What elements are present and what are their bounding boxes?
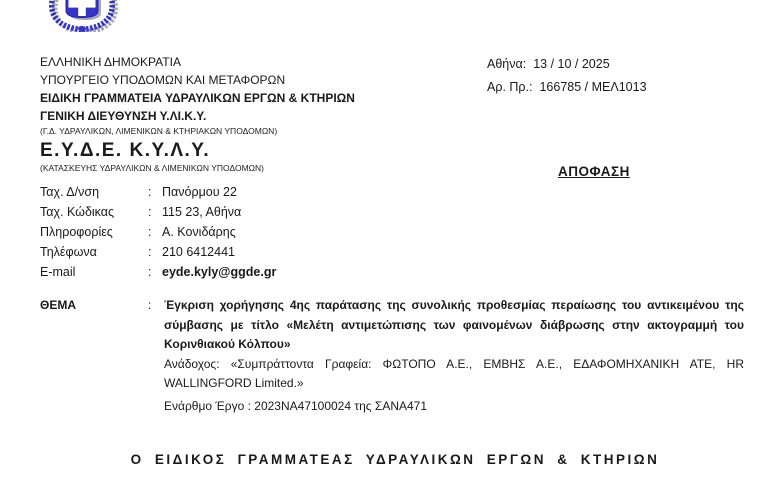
protocol-value: 166785 / ΜΕΛ1013 [539,80,647,94]
subject-body [164,296,744,416]
secretariat-line: ΕΙΔΙΚΗ ΓΡΑΜΜΑΤΕΙΑ ΥΔΡΑΥΛΙΚΩΝ ΕΡΓΩΝ & ΚΤΗΡΙΩΝ [40,91,355,105]
colon-separator: : [148,298,152,312]
republic-line: ΕΛΛΗΝΙΚΗ ΔΗΜΟΚΡΑΤΙΑ [40,55,181,69]
subject-title: Έγκριση χορήγησης 4ης παράτασης της συνολικής προθεσμίας περαίωσης του αντικειμένου της σύμβασης με τίτλο «Μελέτη αντιμετώπισης των φαινομένων διάβρωσης στην ακτογραμμή του Κορινθιακού Κόλπου» [164,298,744,351]
colon-separator: : [148,205,152,219]
greek-coat-of-arms-icon [42,0,122,32]
contact-value: 115 23, Αθήνα [162,205,242,219]
contact-row-email [40,262,276,282]
agency-header [40,53,355,174]
contact-row-address [40,182,276,202]
contact-row-information [40,222,276,242]
subject-project-number: Ενάρθμο Έργο : 2023NA47100024 της ΣΑΝΑ471 [164,398,428,413]
protocol-label: Αρ. Πρ.: [487,80,533,94]
contact-info [40,182,276,282]
decision-heading: ΑΠΟΦΑΣΗ [558,164,630,179]
contact-label: E-mail [40,265,76,279]
directorate-sub-line: (Γ.Δ. ΥΔΡΑΥΛΙΚΩΝ, ΛΙΜΕΝΙΚΩΝ & ΚΤΗΡΙΑΚΩΝ ΥΠΟΔΟΜΩΝ) [40,126,278,136]
ministry-line: ΥΠΟΥΡΓΕΙΟ ΥΠΟΔΟΜΩΝ ΚΑΙ ΜΕΤΑΦΟΡΩΝ [40,73,286,87]
colon-separator: : [148,185,152,199]
protocol-row [487,76,647,99]
date-protocol-block [487,53,647,99]
subject-contractor: Ανάδοχος: «Συμπράττοντα Γραφεία: ΦΩΤΟΠΟ Α.Ε., ΕΜΒΗΣ Α.Ε., ΕΔΑΦΟΜΗΧΑΝΙΚΗ ΑΤΕ, HR WALLINGFORD Limited.» [164,356,744,390]
subject-block [40,296,744,416]
contact-email-value: eyde.kyly@ggde.gr [162,265,277,279]
date-row [487,53,647,76]
contact-label: Πληροφορίες [40,225,113,239]
contact-label: Ταχ. Δ/νση [40,185,100,199]
contact-value: 210 6412441 [162,245,235,259]
contact-row-telephone [40,242,276,262]
colon-separator: : [148,225,152,239]
date-label: Αθήνα: [487,57,527,71]
agency-title: Ε.Υ.Δ.Ε. Κ.Υ.Λ.Υ. [40,140,211,161]
contact-value: Πανόρμου 22 [162,185,237,199]
contact-label: Ταχ. Κώδικας [40,205,115,219]
agency-sub-line: (ΚΑΤΑΣΚΕΥΗΣ ΥΔΡΑΥΛΙΚΩΝ & ΛΙΜΕΝΙΚΩΝ ΥΠΟΔΟΜΩΝ) [40,163,265,173]
contact-label: Τηλέφωνα [40,245,97,259]
directorate-line: ΓΕΝΙΚΗ ΔΙΕΥΘΥΝΣΗ Υ.ΛΙ.Κ.Υ. [40,109,207,123]
colon-separator: : [148,265,152,279]
date-value: 13 / 10 / 2025 [533,57,610,71]
contact-value: Α. Κονιδάρης [162,225,236,239]
subject-label: ΘΕΜΑ [40,298,76,312]
signatory-title: Ο ΕΙΔΙΚΟΣ ΓΡΑΜΜΑΤΕΑΣ ΥΔΡΑΥΛΙΚΩΝ ΕΡΓΩΝ & ΚΤΗΡΙΩΝ [130,452,660,467]
colon-separator: : [148,245,152,259]
contact-row-postal-code [40,202,276,222]
